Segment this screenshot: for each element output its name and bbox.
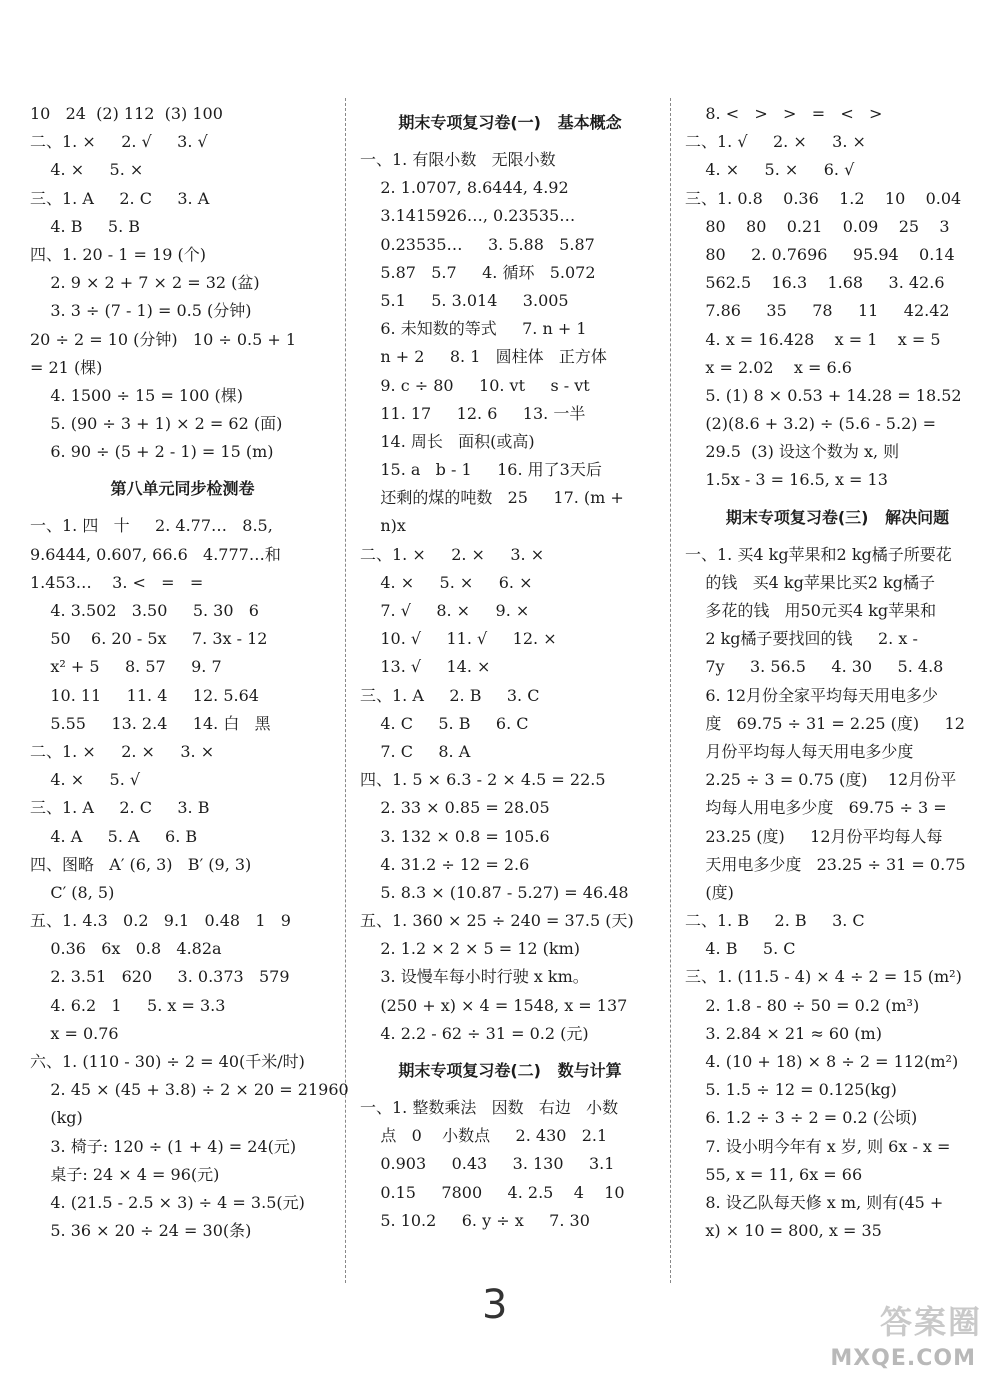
answer-line: 4. (10 + 18) × 8 ÷ 2 = 112(m²) [685,1052,959,1071]
answer-line: x = 0.76 [30,1023,119,1043]
answer-line: 8. 设乙队每天修 x m, 则有(45 + [685,1192,944,1212]
answer-line: 三、1. (11.5 - 4) × 4 ÷ 2 = 15 (m²) [685,967,962,987]
answer-line: x = 2.02 x = 6.6 [685,357,852,377]
answer-line: 5.55 13. 2.4 14. 白 黑 [30,713,271,733]
answer-line: 4. 6.2 1 5. x = 3.3 [30,995,226,1015]
answer-line: 3. 设慢车每小时行驶 x km。 [360,967,589,987]
answer-line: 三、1. A 2. C 3. A [30,188,210,208]
answer-line: 5. (90 ÷ 3 + 1) × 2 = 62 (面) [30,414,283,434]
answer-line: 2. 1.2 × 2 × 5 = 12 (km) [360,939,581,959]
answer-column-left [30,100,349,1245]
answer-line: 4. 3.502 3.50 5. 30 6 [30,601,259,620]
answer-line: 55, x = 11, 6x = 66 [685,1164,863,1184]
answer-line: 一、1. 有限小数 无限小数 [360,150,556,169]
answer-line: 四、图略 A′ (6, 3) B′ (9, 3) [30,854,252,874]
answer-line: 三、1. A 2. B 3. C [360,685,540,705]
answer-line: 二、1. × 2. × 3. × [360,544,545,564]
answer-line: 4. C 5. B 6. C [360,713,529,733]
answer-line: 二、1. × 2. √ 3. √ [30,132,208,152]
column-divider [345,98,346,1283]
answer-line: 5. 36 × 20 ÷ 24 = 30(条) [30,1221,252,1241]
answer-line: 6. 未知数的等式 7. n + 1 [360,319,587,339]
answer-line: 月份平均每人每天用电多少度 [685,741,914,761]
watermark-logo [805,1293,990,1371]
answer-line: 7. √ 8. × 9. × [360,601,530,620]
answer-line: (2)(8.6 + 3.2) ÷ (5.6 - 5.2) = [685,414,936,434]
answer-line: 0.36 6x 0.8 4.82a [30,939,222,959]
answer-line: 3. 132 × 0.8 = 105.6 [360,826,550,846]
answer-line: 4. 1500 ÷ 15 = 100 (棵) [30,385,244,405]
answer-line: 2. 1.8 - 80 ÷ 50 = 0.2 (m³) [685,995,920,1015]
answer-line: 均每人用电多少度 69.75 ÷ 3 = [685,798,947,818]
answer-line: 14. 周长 面积(或高) [360,431,535,451]
answer-line: 一、1. 整数乘法 因数 右边 小数 [360,1098,619,1117]
answer-line: 0.23535… 3. 5.88 5.87 [360,234,595,254]
answer-line: 点 0 小数点 2. 430 2.1 [360,1126,608,1146]
answer-line: 0.903 0.43 3. 130 3.1 [360,1154,615,1174]
answer-column-middle [360,100,660,1235]
answer-line: 2 kg橘子要找回的钱 2. x - [685,629,918,649]
answer-line: 6. 1.2 ÷ 3 ÷ 2 = 0.2 (公顷) [685,1108,918,1128]
answer-line: 23.25 (度) 12月份平均每人每 [685,826,943,846]
answer-line: 5.87 5.7 4. 循环 5.072 [360,262,596,282]
answer-line: 4. × 5. × [30,160,144,180]
answer-line: 9. c ÷ 80 10. vt s - vt [360,375,590,395]
answer-line: n + 2 8. 1 圆柱体 正方体 [360,347,607,367]
answer-line: 5. 1.5 ÷ 12 = 0.125(kg) [685,1080,897,1100]
answer-line: 4. × 5. √ [30,770,141,790]
answer-line: 3. 2.84 × 21 ≈ 60 (m) [685,1023,882,1043]
answer-line: = 21 (棵) [30,357,103,377]
answer-line: 10. √ 11. √ 12. × [360,629,557,649]
answer-column-right [685,100,990,1245]
answer-line: (250 + x) × 4 = 1548, x = 137 [360,995,628,1015]
answer-line: 4. A 5. A 6. B [30,826,198,846]
answer-line: 6. 90 ÷ (5 + 2 - 1) = 15 (m) [30,442,274,462]
watermark-logo-text: 答案圈 [879,1303,982,1341]
answer-line: 11. 17 12. 6 13. 一半 [360,403,586,423]
answer-line: 3. 3 ÷ (7 - 1) = 0.5 (分钟) [30,301,252,321]
answer-line: 562.5 16.3 1.68 3. 42.6 [685,273,945,293]
answer-line: 9.6444, 0.607, 66.6 4.777…和 [30,544,281,564]
answer-line: 29.5 (3) 设这个数为 x, 则 [685,442,900,462]
answer-line: 4. x = 16.428 x = 1 x = 5 [685,329,941,349]
answer-line: 4. × 5. × 6. × [360,572,533,592]
answer-line: 多花的钱 用50元买4 kg苹果和 [685,601,937,620]
answer-line: 4. × 5. × 6. √ [685,160,855,180]
answer-line: 80 80 0.21 0.09 25 3 [685,216,950,236]
answer-line: 4. B 5. B [30,216,140,236]
answer-line: 的钱 买4 kg苹果比买2 kg橘子 [685,572,936,592]
answer-line: 5.1 5. 3.014 3.005 [360,290,569,310]
answer-line: 80 2. 0.7696 95.94 0.14 [685,244,955,264]
answer-line: 2. 9 × 2 + 7 × 2 = 32 (盆) [30,273,260,293]
answer-line: 2. 45 × (45 + 3.8) ÷ 2 × 20 = 21960 [30,1080,349,1100]
answer-line: 10. 11 11. 4 12. 5.64 [30,685,259,705]
answer-line: 2.25 ÷ 3 = 0.75 (度) 12月份平 [685,770,957,790]
answer-line: 4. B 5. C [685,939,796,959]
answer-line: 三、1. 0.8 0.36 1.2 10 0.04 [685,188,962,208]
answer-line: 4. (21.5 - 2.5 × 3) ÷ 4 = 3.5(元) [30,1192,305,1212]
answer-line: n)x [360,516,406,536]
section-heading: 期末专项复习卷(二) 数与计算 [398,1061,622,1080]
answer-line: 10 24 (2) 112 (3) 100 [30,104,223,123]
answer-line: 7.86 35 78 11 42.42 [685,301,950,321]
answer-line: 4. 31.2 ÷ 12 = 2.6 [360,854,530,874]
answer-line: 一、1. 买4 kg苹果和2 kg橘子所要花 [685,544,952,564]
section-heading: 第八单元同步检测卷 [110,479,255,499]
answer-line: 度 69.75 ÷ 31 = 2.25 (度) 12 [685,713,965,733]
answer-line: 1.5x - 3 = 16.5, x = 13 [685,470,888,490]
answer-line: 二、1. B 2. B 3. C [685,911,865,931]
answer-line: 天用电多少度 23.25 ÷ 31 = 0.75 [685,854,966,874]
answer-line: 五、1. 360 × 25 ÷ 240 = 37.5 (天) [360,911,634,931]
answer-line: 15. a b - 1 16. 用了3天后 [360,460,602,480]
answer-line: C′ (8, 5) [30,882,115,902]
answer-line: 5. 10.2 6. y ÷ x 7. 30 [360,1210,590,1230]
watermark-url: MXQE.COM [830,1346,976,1371]
answer-line: 一、1. 四 十 2. 4.77… 8.5, [30,516,273,536]
answer-line: (kg) [30,1108,83,1128]
answer-line: (度) [685,882,734,902]
answer-line: 1.453… 3. < = = [30,572,204,592]
answer-line: 三、1. A 2. C 3. B [30,798,210,818]
answer-line: 13. √ 14. × [360,657,491,677]
answer-line: 六、1. (110 - 30) ÷ 2 = 40(千米/时) [30,1052,305,1071]
answer-line: 7. 设小明今年有 x 岁, 则 6x - x = [685,1136,951,1156]
answer-line: 4. 2.2 - 62 ÷ 31 = 0.2 (元) [360,1023,589,1043]
column-divider [670,98,671,1283]
answer-line: 2. 33 × 0.85 = 28.05 [360,798,550,818]
answer-line: 3.1415926…, 0.23535… [360,206,576,226]
answer-line: 二、1. × 2. × 3. × [30,741,215,761]
answer-line: 8. < > > = < > [685,104,883,123]
answer-line: 5. (1) 8 × 0.53 + 14.28 = 18.52 [685,385,962,405]
answer-line: 桌子: 24 × 4 = 96(元) [30,1164,220,1184]
answer-line: 五、1. 4.3 0.2 9.1 0.48 1 9 [30,911,291,931]
answer-line: 0.15 7800 4. 2.5 4 10 [360,1182,625,1202]
answer-line: 二、1. √ 2. × 3. × [685,132,866,152]
section-heading: 期末专项复习卷(三) 解决问题 [725,507,950,527]
answer-line: 6. 12月份全家平均每天用电多少 [685,685,939,705]
answer-line: 3. 椅子: 120 ÷ (1 + 4) = 24(元) [30,1136,297,1156]
answer-line: 7. C 8. A [360,741,471,761]
answer-line: x) × 10 = 800, x = 35 [685,1221,882,1241]
answer-line: 四、1. 5 × 6.3 - 2 × 4.5 = 22.5 [360,770,606,790]
answer-line: 20 ÷ 2 = 10 (分钟) 10 ÷ 0.5 + 1 [30,329,297,349]
answer-line: 2. 3.51 620 3. 0.373 579 [30,967,290,987]
answer-line: 50 6. 20 - 5x 7. 3x - 12 [30,629,268,649]
section-heading: 期末专项复习卷(一) 基本概念 [398,113,622,132]
page-number: 3 [482,1282,508,1328]
answer-line: 5. 8.3 × (10.87 - 5.27) = 46.48 [360,882,629,902]
answer-line: 四、1. 20 - 1 = 19 (个) [30,244,206,264]
answer-line: x² + 5 8. 57 9. 7 [30,657,222,677]
answer-line: 2. 1.0707, 8.6444, 4.92 [360,178,569,198]
answer-line: 7y 3. 56.5 4. 30 5. 4.8 [685,657,944,677]
answer-line: 还剩的煤的吨数 25 17. (m + [360,488,624,508]
